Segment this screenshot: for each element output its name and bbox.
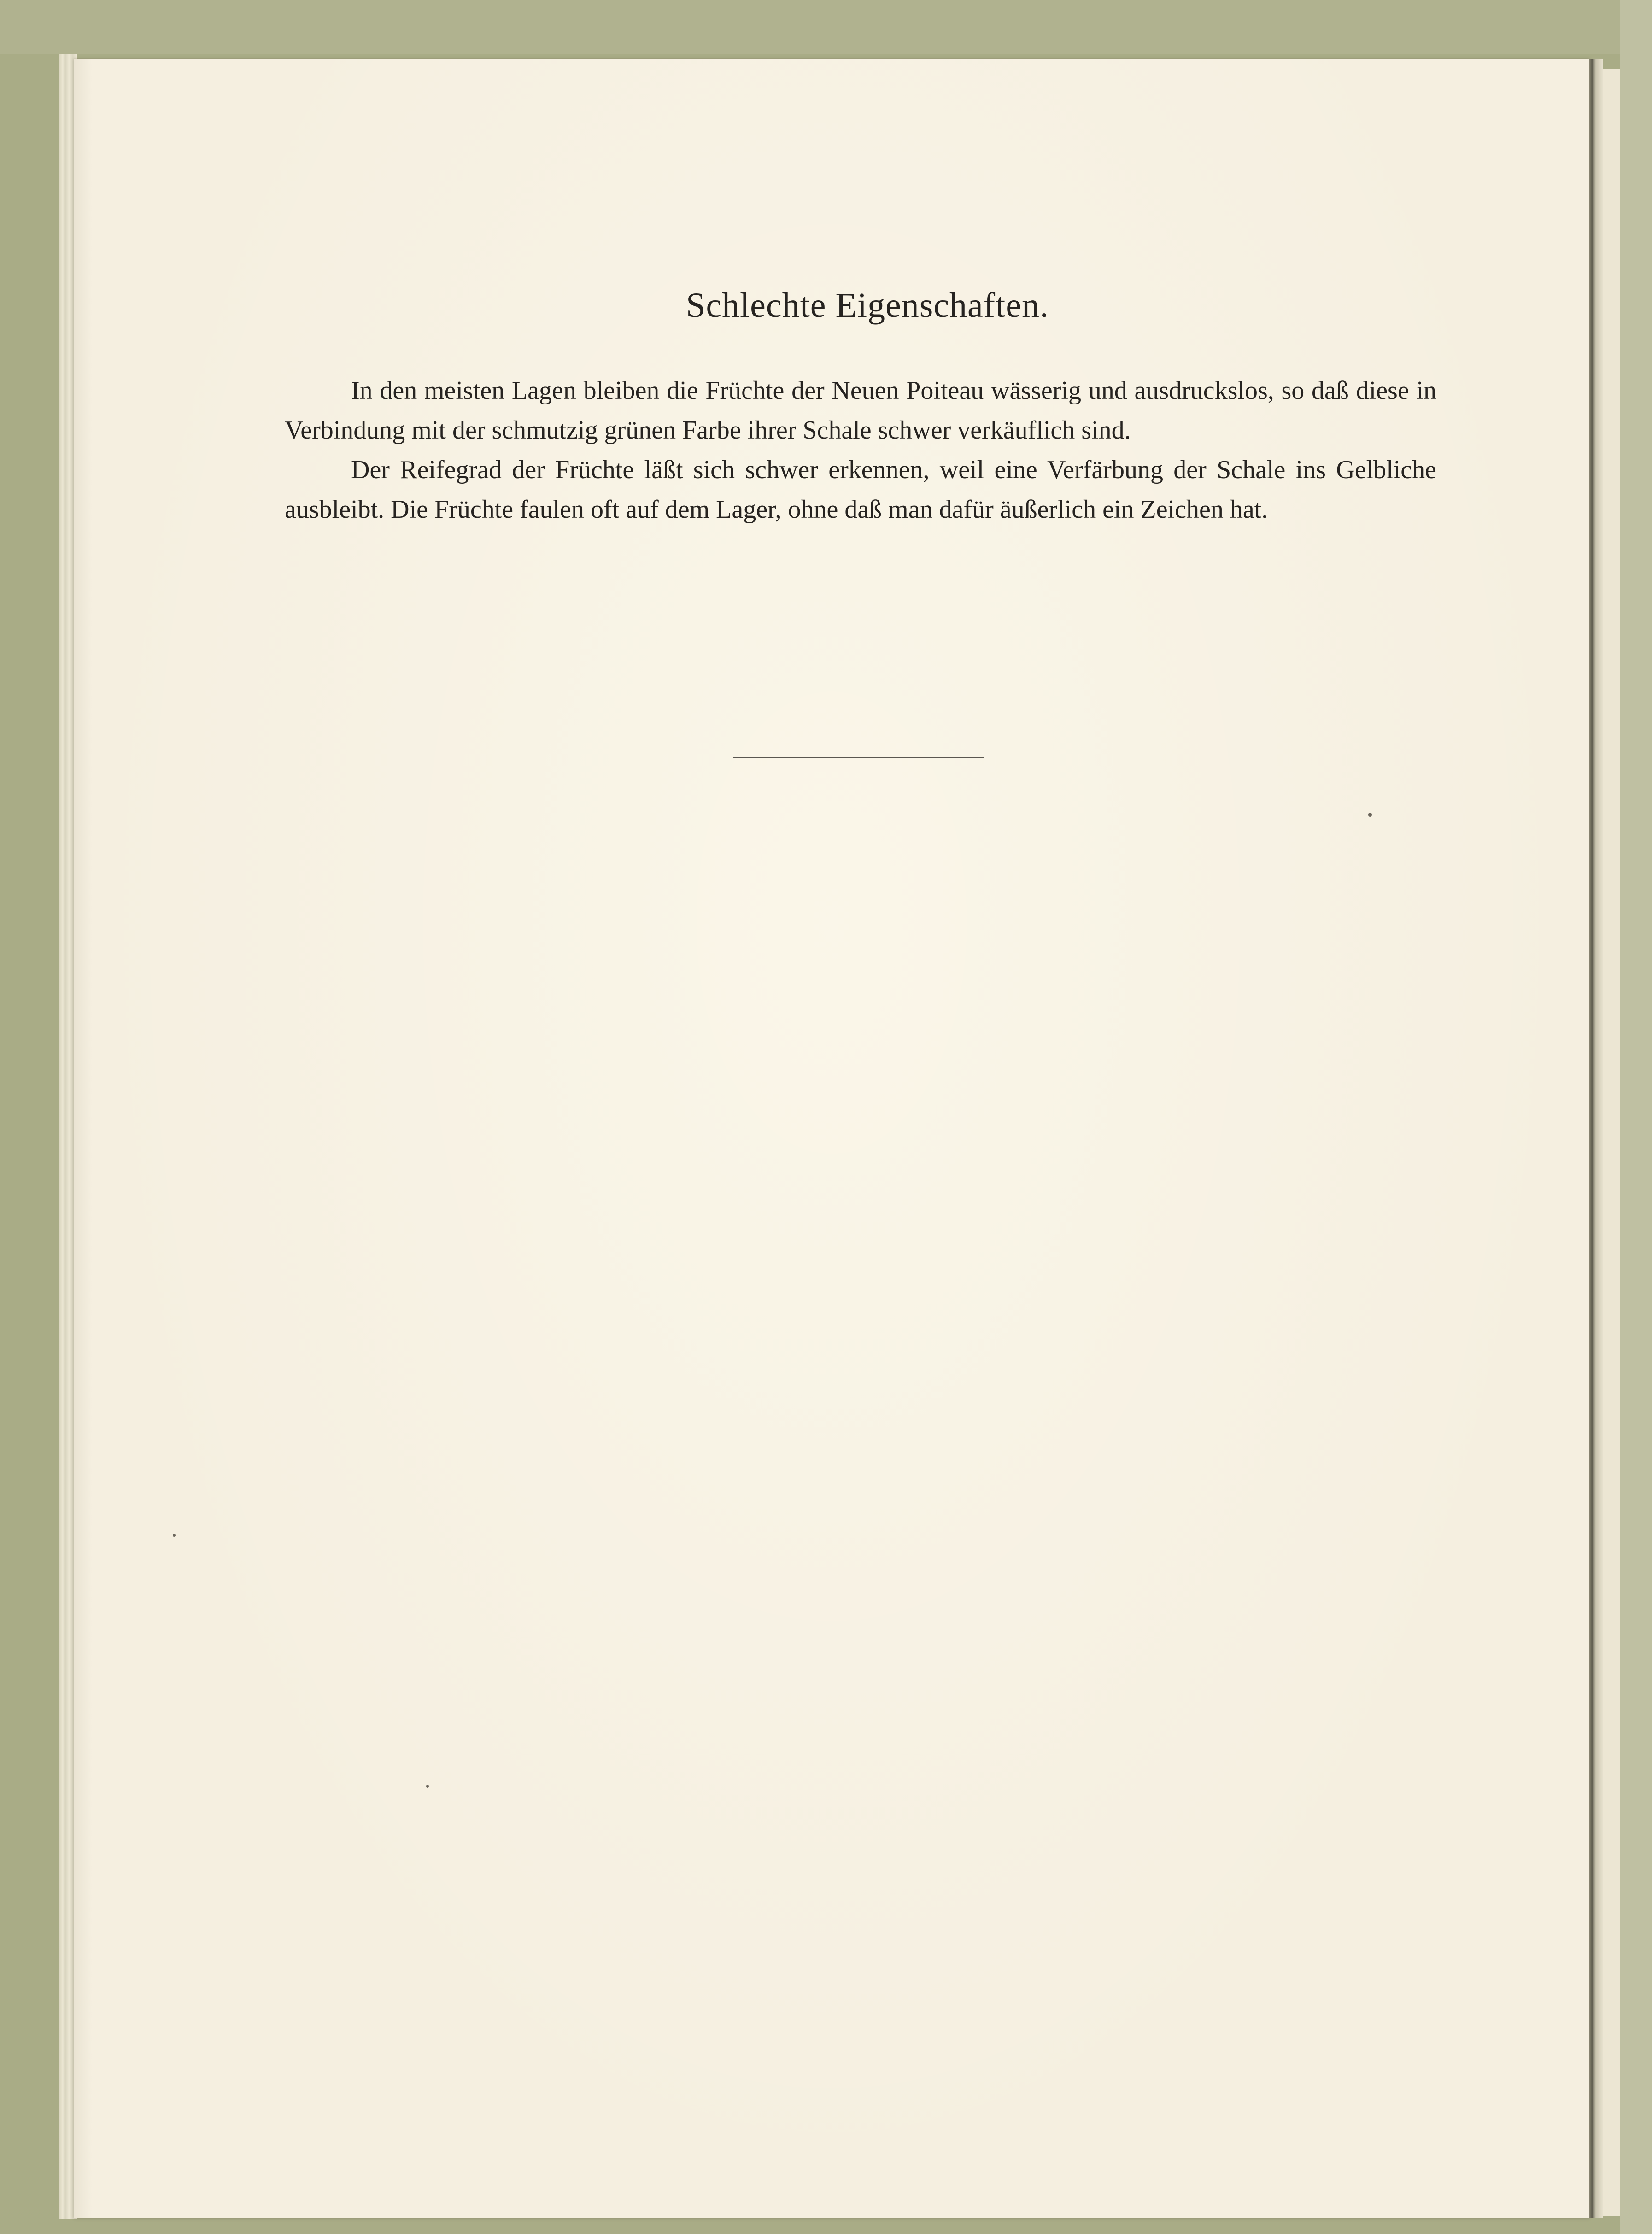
paragraph-2: Der Reifegrad der Früchte läßt sich schwer erkennen, weil eine Verfärbung der Schale ins Gelbliche ausbleibt. Die Früchte faulen oft auf dem Lager, ohne daß man dafür äußerlich ein Zeichen hat. xyxy=(285,456,1436,524)
binding-shadow xyxy=(1589,59,1603,2218)
paragraph-1: In den meisten Lagen bleiben die Früchte der Neuen Poiteau wässerig und ausdruckslos, so daß diese in Verbindung mit der schmutzig grünen Farbe ihrer Schale schwer verkäuflich sind. xyxy=(285,376,1436,444)
scanner-background-right xyxy=(1620,0,1652,2234)
page-content xyxy=(285,286,1436,529)
section-divider-rule xyxy=(733,757,984,758)
paper-speck xyxy=(173,1534,176,1537)
scanner-background-top xyxy=(0,0,1652,54)
section-title: Schlechte Eigenschaften. xyxy=(686,286,1049,325)
paper-speck xyxy=(426,1785,429,1788)
paper-speck xyxy=(1368,813,1372,817)
next-page-edge xyxy=(1603,69,1620,2216)
